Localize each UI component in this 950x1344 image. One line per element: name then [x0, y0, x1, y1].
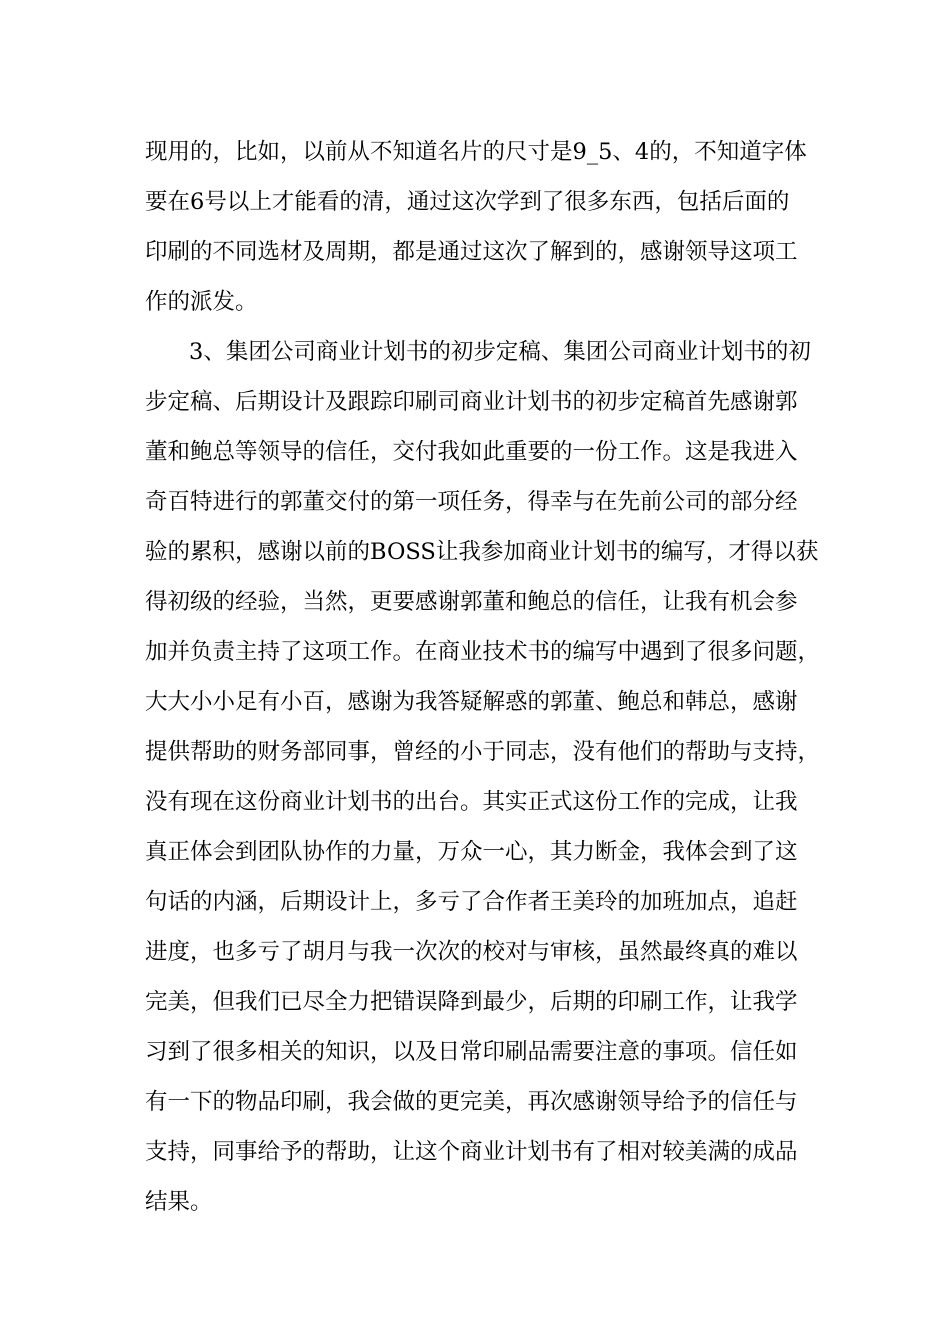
text-line: 现用的，比如，以前从不知道名片的尺寸是9_5、4的，不知道字体	[145, 139, 807, 165]
text-line: 3、集团公司商业计划书的初步定稿、集团公司商业计划书的初	[189, 339, 811, 365]
text-line: 有一下的物品印刷，我会做的更完美，再次感谢领导给予的信任与	[145, 1089, 798, 1115]
text-line: 步定稿、后期设计及跟踪印刷司商业计划书的初步定稿首先感谢郭	[145, 389, 798, 415]
text-line: 支持，同事给予的帮助，让这个商业计划书有了相对较美满的成品	[145, 1139, 798, 1165]
text-line: 奇百特进行的郭董交付的第一项任务，得幸与在先前公司的部分经	[145, 489, 798, 515]
text-line: 习到了很多相关的知识，以及日常印刷品需要注意的事项。信任如	[145, 1039, 798, 1065]
text-line: 真正体会到团队协作的力量，万众一心，其力断金，我体会到了这	[145, 839, 798, 865]
text-line: 提供帮助的财务部同事，曾经的小于同志，没有他们的帮助与支持，	[145, 739, 821, 765]
text-line: 作的派发。	[145, 289, 258, 315]
text-line: 结果。	[145, 1189, 213, 1215]
text-line: 大大小小足有小百，感谢为我答疑解惑的郭董、鲍总和韩总，感谢	[145, 689, 798, 715]
text-line: 没有现在这份商业计划书的出台。其实正式这份工作的完成，让我	[145, 789, 798, 815]
text-line: 印刷的不同选材及周期，都是通过这次了解到的，感谢领导这项工	[145, 239, 798, 265]
text-line: 得初级的经验，当然，更要感谢郭董和鲍总的信任，让我有机会参	[145, 589, 798, 615]
text-line: 加并负责主持了这项工作。在商业技术书的编写中遇到了很多问题，	[145, 639, 821, 665]
text-line: 验的累积，感谢以前的BOSS让我参加商业计划书的编写，才得以获	[145, 539, 819, 565]
text-line: 要在6号以上才能看的清，通过这次学到了很多东西，包括后面的	[145, 189, 790, 215]
text-line: 董和鲍总等领导的信任，交付我如此重要的一份工作。这是我进入	[145, 439, 798, 465]
text-line: 进度，也多亏了胡月与我一次次的校对与审核，虽然最终真的难以	[145, 939, 798, 965]
text-line: 完美，但我们已尽全力把错误降到最少，后期的印刷工作，让我学	[145, 989, 798, 1015]
text-line: 句话的内涵，后期设计上，多亏了合作者王美玲的加班加点，追赶	[145, 889, 798, 915]
